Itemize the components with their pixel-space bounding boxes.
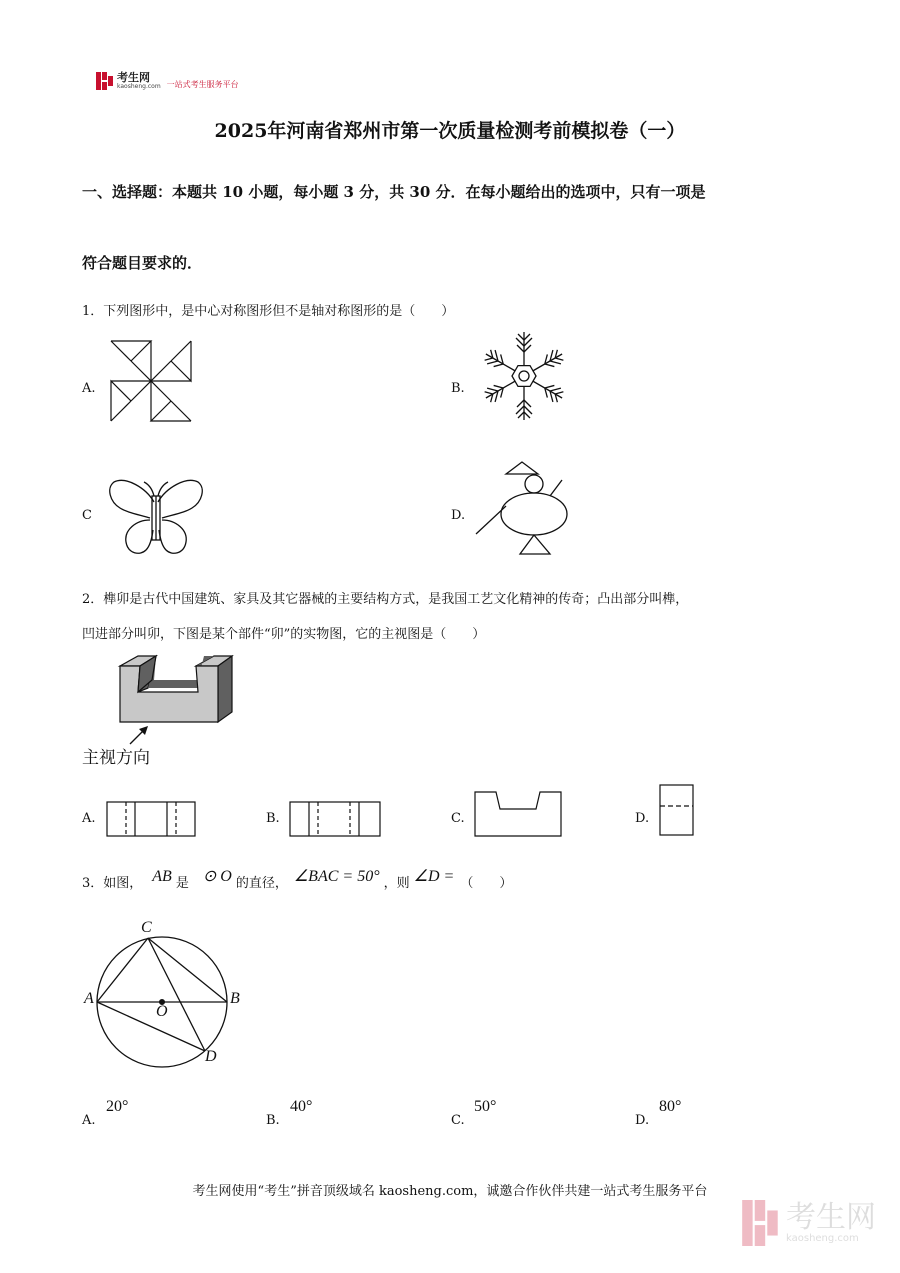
snowflake-figure	[476, 330, 572, 422]
q3-option-d-label: D.	[635, 1113, 650, 1128]
q3-angle-bac: ∠BAC = 50°	[293, 868, 380, 885]
q3-option-a-label: A.	[82, 1113, 96, 1128]
logo-slogan: 一站式考生服务平台	[166, 79, 239, 89]
q3-option-b-label: B.	[266, 1113, 280, 1128]
q2-option-a-label: A.	[82, 811, 96, 826]
butterfly-figure	[106, 474, 206, 558]
mortise-3d-figure	[118, 654, 236, 726]
point-c-label: C	[141, 919, 152, 936]
q3-option-b-value: 40°	[290, 1098, 313, 1115]
q3-option-c-label: C.	[451, 1113, 465, 1128]
q1-option-a-label: A.	[82, 381, 96, 396]
view-direction-label: 主视方向	[82, 748, 150, 768]
question-3-stem	[82, 868, 513, 892]
circle-geometry-figure	[80, 918, 250, 1070]
q3-then-text: ，则	[383, 876, 410, 891]
q3-segment-ab: AB	[152, 868, 172, 885]
q1-option-c-label: C	[82, 508, 92, 523]
q2-option-c-figure	[474, 791, 564, 837]
section-heading-line2: 符合题目要求的．	[82, 254, 203, 272]
q3-option-a-value: 20°	[106, 1098, 129, 1115]
q3-paren: （ ）	[460, 876, 513, 891]
q3-option-d-value: 80°	[659, 1098, 682, 1115]
q3-option-c-value: 50°	[474, 1098, 497, 1115]
point-a-label: A	[84, 990, 94, 1007]
question-2-stem-line2: 凹进部分叫卯，下图是某个部件“卯”的实物图，它的主视图是（ ）	[82, 627, 486, 642]
logo-domain: kaosheng.com	[117, 83, 161, 90]
pinwheel-figure	[110, 340, 192, 422]
q2-option-d-figure	[659, 784, 695, 836]
point-d-label: D	[205, 1048, 217, 1065]
page-footer: 考生网使用“考生”拼音顶级域名 kaosheng.com，诚邀合作伙伴共建一站式考生服务平台	[192, 1184, 708, 1199]
q3-is-text: 是	[175, 876, 189, 891]
page-title: 2025年河南省郑州市第一次质量检测考前模拟卷（一）	[214, 120, 686, 142]
q1-option-d-label: D.	[451, 508, 466, 523]
q3-angle-d: ∠D =	[413, 868, 455, 885]
question-1-stem: 1．下列图形中，是中心对称图形但不是轴对称图形的是（ ）	[82, 304, 455, 319]
point-b-label: B	[230, 990, 240, 1007]
q3-diameter-text: 的直径，	[235, 876, 288, 891]
q2-option-b-label: B.	[266, 811, 280, 826]
q2-option-d-label: D.	[635, 811, 650, 826]
bird-figure	[474, 462, 574, 558]
site-logo	[96, 72, 239, 90]
question-2-stem-line1: 2．榫卯是古代中国建筑、家具及其它器械的主要结构方式，是我国工艺文化精神的传奇；凸出部分叫榫，	[82, 592, 689, 607]
watermark-logo-icon	[742, 1200, 780, 1246]
q3-stem-prefix: 3．如图，	[82, 876, 143, 891]
watermark	[742, 1200, 876, 1246]
section-heading-line1: 一、选择题：本题共 10 小题，每小题 3 分，共 30 分．在每小题给出的选项中，只有一项是	[82, 183, 706, 201]
q2-option-a-figure	[106, 801, 196, 837]
q3-circle-o: ⊙ O	[202, 868, 232, 885]
watermark-name: 考生网	[786, 1199, 876, 1235]
watermark-domain: kaosheng.com	[786, 1232, 859, 1244]
logo-mark-icon	[96, 72, 114, 90]
center-o-label: O	[156, 1003, 168, 1020]
q2-option-b-figure	[289, 801, 381, 837]
logo-name: 考生网	[117, 71, 150, 84]
q2-option-c-label: C.	[451, 811, 465, 826]
q1-option-b-label: B.	[451, 381, 465, 396]
